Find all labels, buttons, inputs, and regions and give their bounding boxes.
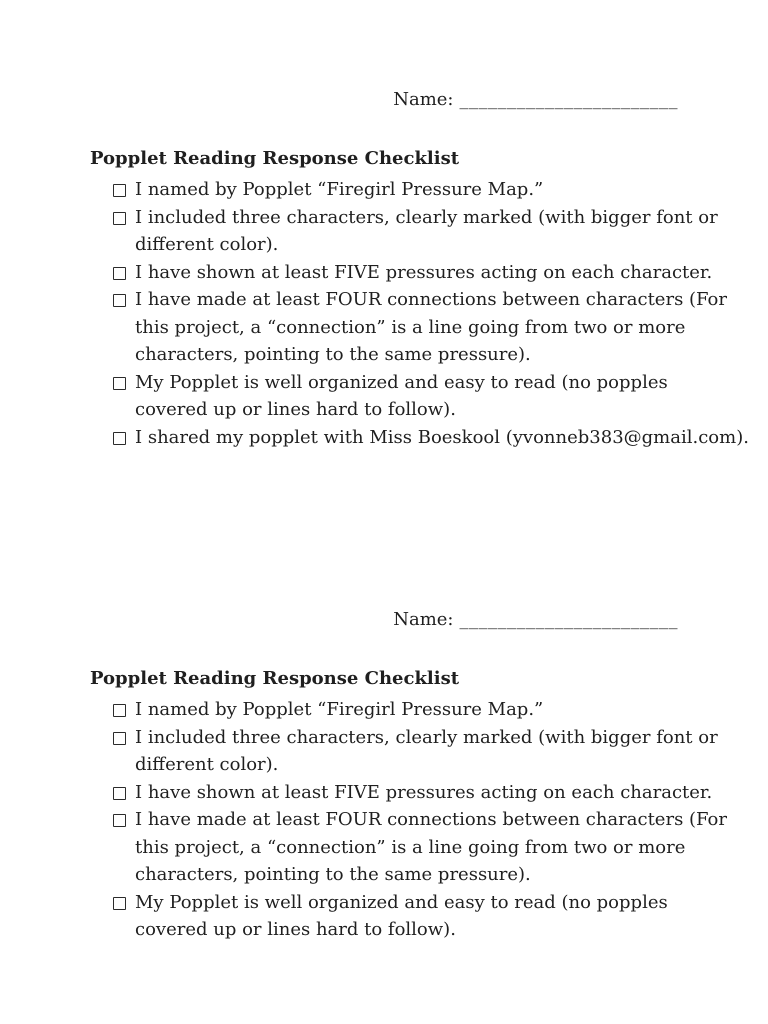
- name-blank-line: _______________________: [459, 609, 678, 630]
- name-label: Name:: [393, 609, 454, 630]
- checkbox-icon: [113, 897, 126, 910]
- checkbox-icon: [113, 377, 126, 390]
- item-line: this project, a “connection” is a line going from two or more: [135, 316, 686, 338]
- item-line: My Popplet is well organized and easy to read (no popples: [135, 371, 668, 393]
- item-line: characters, pointing to the same pressure).: [135, 344, 531, 365]
- checklist-item: [90, 286, 727, 369]
- item-line: I included three characters, clearly marked (with bigger font or: [135, 726, 718, 748]
- item-line: I named by Popplet “Firegirl Pressure Map.”: [135, 699, 544, 720]
- checkbox-icon: [113, 814, 126, 827]
- checklist-item: [90, 779, 713, 807]
- checklist-title: Popplet Reading Response Checklist: [90, 668, 460, 689]
- checklist-item: [90, 806, 727, 889]
- item-line: different color).: [135, 234, 279, 255]
- checklist-item: [90, 259, 713, 287]
- checkbox-icon: [113, 267, 126, 280]
- checklist-item: [90, 369, 678, 424]
- checklist-item: [90, 424, 749, 452]
- name-row: [90, 606, 678, 633]
- item-line: characters, pointing to the same pressure).: [135, 864, 531, 885]
- checklist-item: [90, 724, 718, 779]
- item-line: I shared my popplet with Miss Boeskool (yvonneb383@gmail.com).: [135, 426, 749, 448]
- checklist-copy-2: [0, 451, 768, 944]
- checklist-item: [90, 889, 678, 944]
- checkbox-icon: [113, 212, 126, 225]
- checklist-item: [90, 696, 678, 724]
- item-line: I have made at least FOUR connections between characters (For: [135, 289, 727, 310]
- checklist-items: [90, 176, 749, 451]
- checklist-title: Popplet Reading Response Checklist: [90, 148, 460, 169]
- checkbox-icon: [113, 184, 126, 197]
- name-blank-line: _______________________: [459, 89, 678, 110]
- item-line: I named by Popplet “Firegirl Pressure Map.”: [135, 179, 544, 200]
- name-row: [90, 86, 678, 113]
- checklist-copy-1: [0, 0, 768, 451]
- item-line: My Popplet is well organized and easy to read (no popples: [135, 891, 668, 913]
- checklist-item: [90, 204, 718, 259]
- item-line: covered up or lines hard to follow).: [135, 919, 456, 940]
- checkbox-icon: [113, 732, 126, 745]
- checklist-item: [90, 176, 678, 204]
- checkbox-icon: [113, 704, 126, 717]
- item-line: this project, a “connection” is a line going from two or more: [135, 836, 686, 858]
- checklist-items: [90, 696, 727, 944]
- name-label: Name:: [393, 89, 454, 110]
- item-line: I have made at least FOUR connections between characters (For: [135, 809, 727, 830]
- item-line: I have shown at least FIVE pressures acting on each character.: [135, 261, 713, 283]
- item-line: I included three characters, clearly marked (with bigger font or: [135, 206, 718, 228]
- checkbox-icon: [113, 432, 126, 445]
- item-line: I have shown at least FIVE pressures acting on each character.: [135, 781, 713, 803]
- checkbox-icon: [113, 787, 126, 800]
- checkbox-icon: [113, 294, 126, 307]
- item-line: covered up or lines hard to follow).: [135, 399, 456, 420]
- item-line: different color).: [135, 754, 279, 775]
